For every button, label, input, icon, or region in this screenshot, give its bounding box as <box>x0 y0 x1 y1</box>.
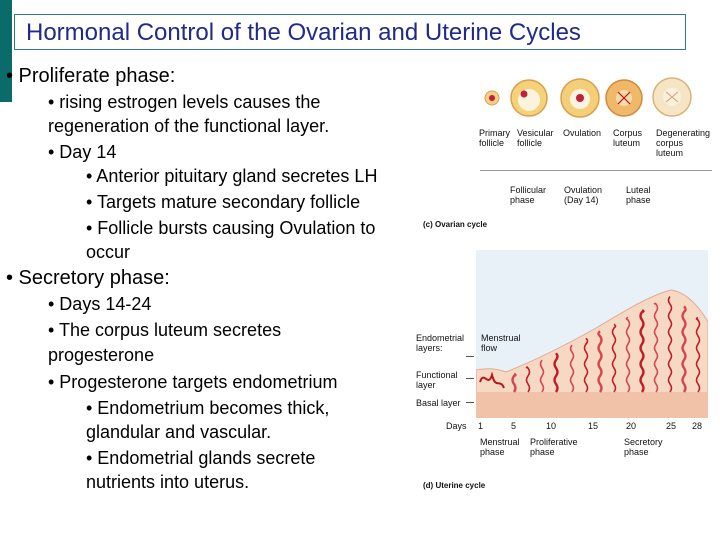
basal-layer-shape <box>476 392 708 418</box>
bullet-day-14: • Day 14 <box>48 142 117 162</box>
bullet-secretory-phase: • Secretory phase: <box>6 267 170 289</box>
bullet-progesterone-targets: • Progesterone targets endometrium <box>48 372 338 392</box>
bullet-rising-estrogen-cont: regeneration of the functional layer. <box>48 116 330 136</box>
bullet-days-14-24: • Days 14-24 <box>48 294 152 314</box>
slide-title: Hormonal Control of the Ovarian and Uterine Cycles <box>26 19 581 46</box>
stage-vesicular-follicle: Vesicular follicle <box>517 128 554 148</box>
stage-primary-follicle: Primary follicle <box>479 128 510 148</box>
stage-ovulation: Ovulation <box>563 128 602 138</box>
label-days: Days <box>446 421 467 431</box>
label-menstrual-flow: Menstrual flow <box>481 333 521 353</box>
bullet-rising-estrogen: • rising estrogen levels causes the <box>48 92 321 112</box>
phase-menstrual: Menstrual phase <box>480 437 520 457</box>
bullet-corpus-luteum: • The corpus luteum secretes <box>48 320 282 340</box>
phase-luteal: Luteal phase <box>626 185 651 205</box>
label-functional-layer: Functional layer <box>416 370 458 390</box>
day-28: 28 <box>692 421 703 431</box>
phase-follicular: Follicular phase <box>510 185 547 205</box>
corpus-luteum-drawing <box>606 80 642 116</box>
bullet-corpus-luteum-cont: progesterone <box>48 345 155 365</box>
bullet-endometrium-thick: • Endometrium becomes thick, <box>86 398 330 418</box>
ovulation-drawing <box>561 79 599 117</box>
bullet-endometrium-thick-cont: glandular and vascular. <box>86 422 272 442</box>
day-20: 20 <box>626 421 637 431</box>
ovarian-divider <box>480 170 712 171</box>
bullet-glands-secrete-cont: nutrients into uterus. <box>86 472 250 492</box>
bullet-glands-secrete: • Endometrial glands secrete <box>86 448 316 468</box>
day-25: 25 <box>666 421 677 431</box>
phase-proliferative: Proliferative phase <box>530 437 578 457</box>
label-basal-layer: Basal layer <box>416 398 461 408</box>
vesicular-follicle-drawing <box>511 80 547 116</box>
bullet-follicle-bursts-cont: occur <box>86 242 131 262</box>
layer-tick-1 <box>466 356 474 357</box>
layer-tick-2 <box>466 378 474 379</box>
bullet-targets-follicle: • Targets mature secondary follicle <box>86 192 361 212</box>
day-1: 1 <box>478 421 484 431</box>
bullet-follicle-bursts: • Follicle bursts causing Ovulation to <box>86 218 376 238</box>
uterine-cycle-caption: (d) Uterine cycle <box>423 481 486 490</box>
label-endometrial-layers: Endometrial layers: <box>416 333 465 353</box>
primary-follicle-drawing <box>485 91 499 105</box>
day-15: 15 <box>588 421 599 431</box>
layer-tick-3 <box>466 402 474 403</box>
stage-degenerating-corpus-luteum: Degenerating corpus luteum <box>656 128 711 158</box>
bullet-proliferate-phase: • Proliferate phase: <box>6 65 176 87</box>
ovarian-cycle-caption: (c) Ovarian cycle <box>423 220 488 229</box>
bullet-anterior-pituitary: • Anterior pituitary gland secretes LH <box>86 166 378 186</box>
ovarian-follicles-illustration <box>476 70 716 128</box>
phase-secretory: Secretory phase <box>624 437 663 457</box>
day-10: 10 <box>546 421 557 431</box>
phase-ovulation-day14: Ovulation (Day 14) <box>564 185 603 205</box>
stage-corpus-luteum: Corpus luteum <box>613 128 643 148</box>
degenerating-corpus-luteum-drawing <box>653 78 691 116</box>
day-5: 5 <box>511 421 517 431</box>
